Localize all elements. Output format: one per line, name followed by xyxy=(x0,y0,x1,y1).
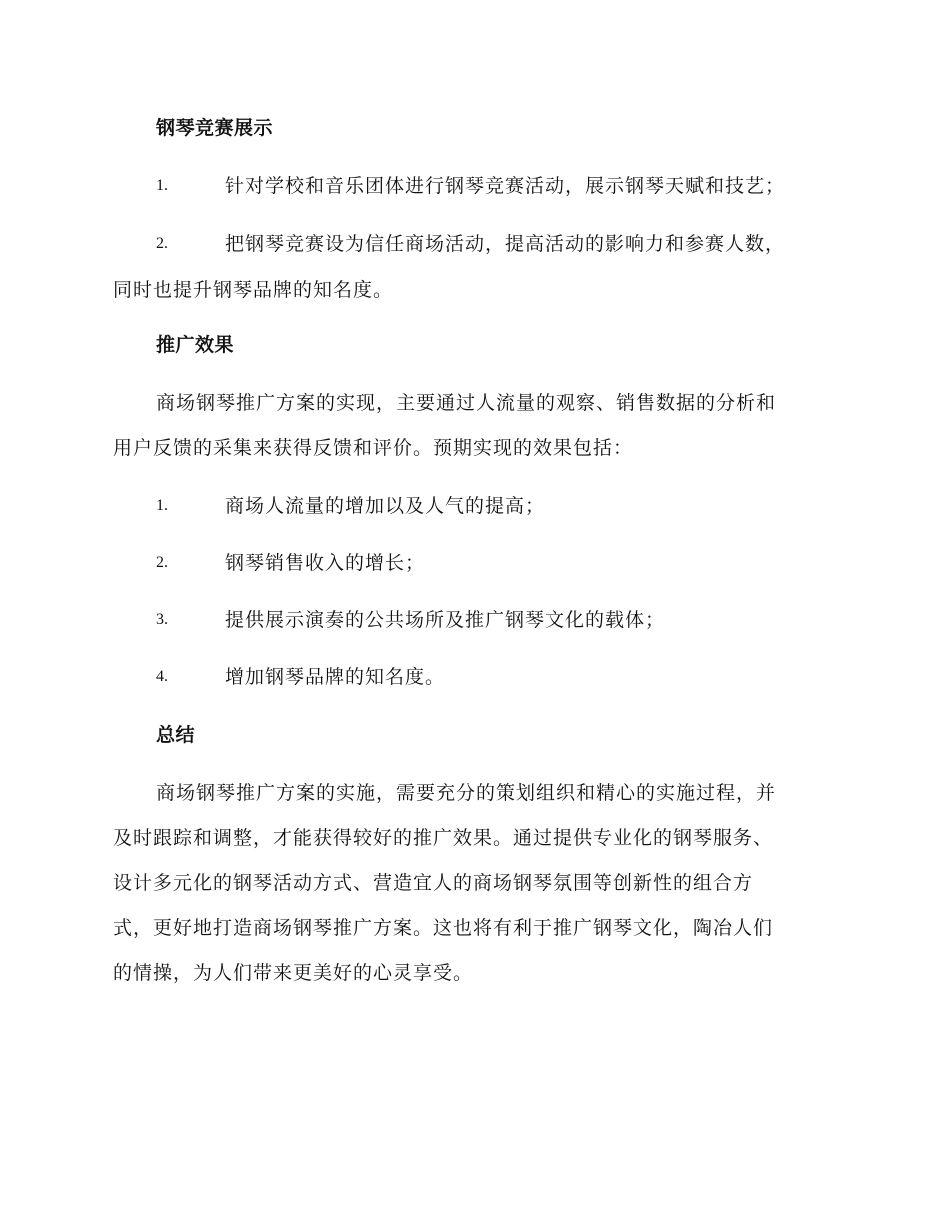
paragraph-line: 设计多元化的钢琴活动方式、营造宜人的商场钢琴氛围等创新性的组合方 xyxy=(113,872,754,894)
list-text: 针对学校和音乐团体进行钢琴竞赛活动，展示钢琴天赋和技艺； xyxy=(225,175,786,197)
list-text-continuation: 同时也提升钢琴品牌的知名度。 xyxy=(113,279,394,301)
paragraph-line: 用户反馈的采集来获得反馈和评价。预期实现的效果包括： xyxy=(113,437,634,459)
list-text: 把钢琴竞赛设为信任商场活动，提高活动的影响力和参赛人数， xyxy=(225,233,786,255)
paragraph-line: 商场钢琴推广方案的实施，需要充分的策划组织和精心的实施过程，并 xyxy=(156,782,777,804)
list-text: 钢琴销售收入的增长； xyxy=(225,552,426,574)
list-number: 3. xyxy=(156,611,168,628)
list-item xyxy=(0,171,950,201)
list-item xyxy=(0,605,950,635)
section-heading-summary: 总结 xyxy=(156,724,196,746)
list-number: 1. xyxy=(156,497,168,514)
paragraph-line: 及时跟踪和调整，才能获得较好的推广效果。通过提供专业化的钢琴服务、 xyxy=(113,827,774,849)
paragraph-line: 的情操，为人们带来更美好的心灵享受。 xyxy=(113,962,474,984)
paragraph-line: 式，更好地打造商场钢琴推广方案。这也将有利于推广钢琴文化，陶冶人们 xyxy=(113,917,774,939)
list-item xyxy=(0,548,950,578)
list-item xyxy=(0,491,950,521)
paragraph-line: 商场钢琴推广方案的实现，主要通过人流量的观察、销售数据的分析和 xyxy=(156,392,777,414)
list-text: 商场人流量的增加以及人气的提高； xyxy=(225,495,546,517)
section-heading-competition: 钢琴竞赛展示 xyxy=(156,117,274,139)
list-number: 2. xyxy=(156,554,168,571)
list-item xyxy=(0,662,950,692)
list-text: 提供展示演奏的公共场所及推广钢琴文化的载体； xyxy=(225,609,666,631)
list-number: 2. xyxy=(156,235,168,252)
list-text: 增加钢琴品牌的知名度。 xyxy=(225,666,446,688)
list-item xyxy=(0,229,950,259)
list-number: 4. xyxy=(156,668,168,685)
section-heading-effect: 推广效果 xyxy=(156,334,235,356)
list-number: 1. xyxy=(156,177,168,194)
